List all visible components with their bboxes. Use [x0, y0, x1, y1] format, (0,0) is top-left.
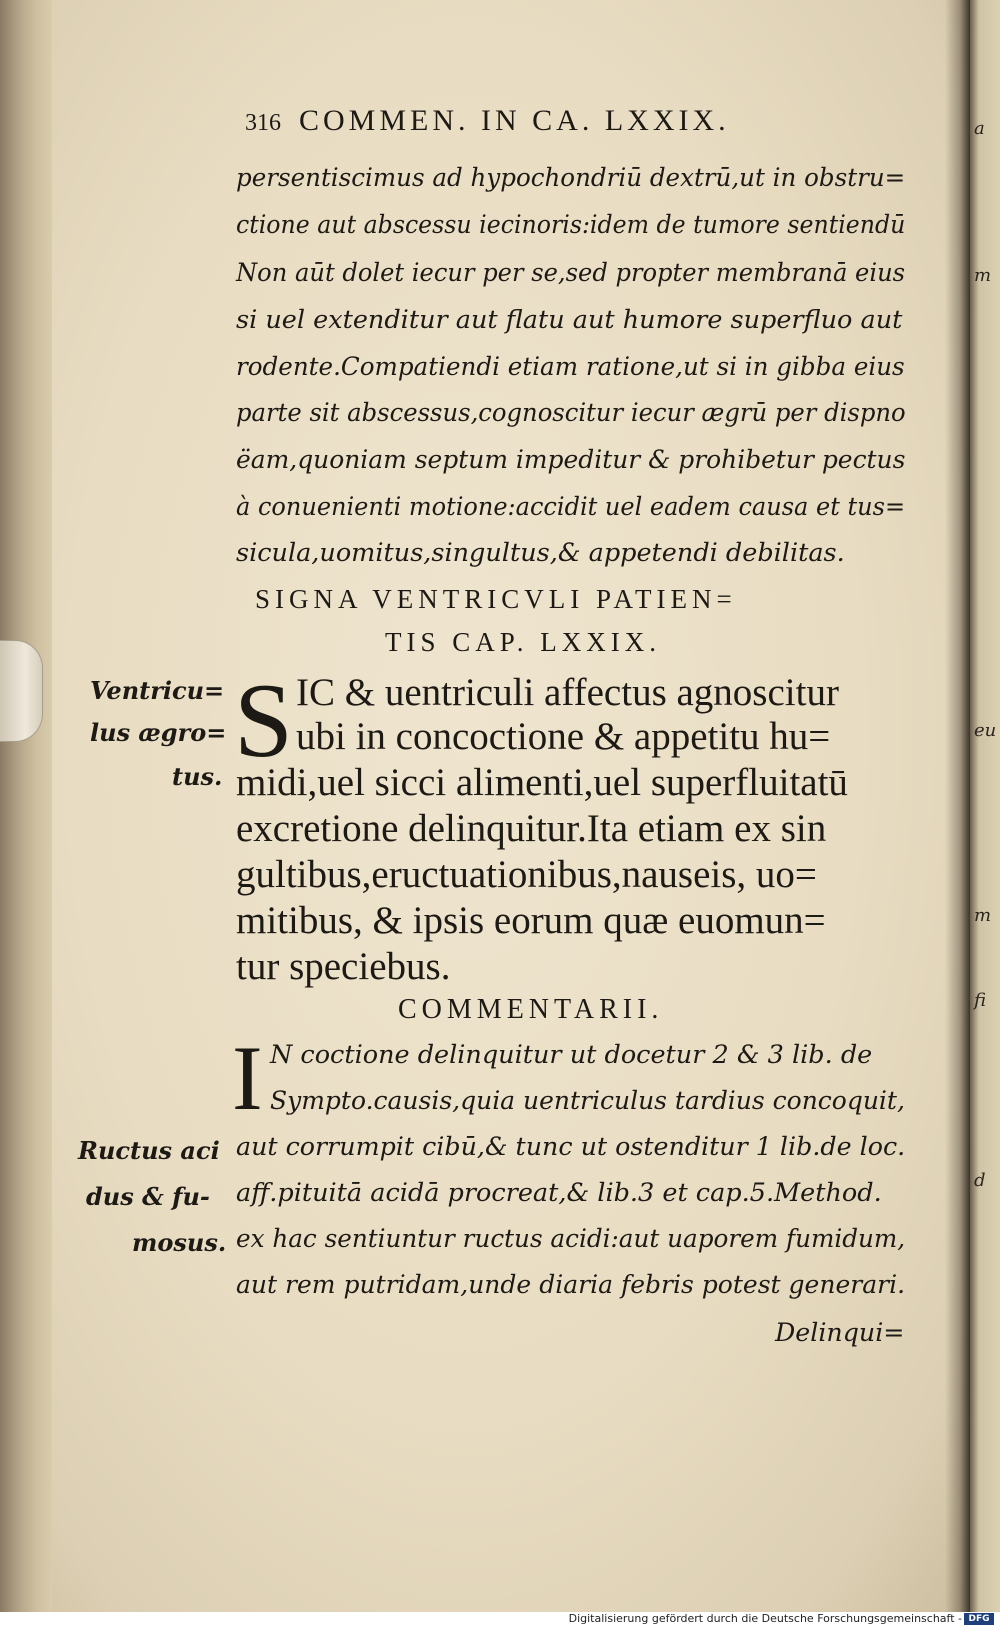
commentary-line: Sympto.causis,quia uentriculus tardius concoquit,	[270, 1086, 905, 1116]
drop-cap-i: I	[232, 1027, 263, 1129]
commentary-line: Non aūt dolet iecur per se,sed propter membranā eius	[236, 258, 906, 288]
chapter-text-line: ubi in concoctione & appetitu hu=	[296, 715, 831, 758]
commentary-line: aut corrumpit cibū,& tunc ut ostenditur 1 lib.de loc.	[236, 1132, 906, 1162]
chapter-text-line: IC & uentriculi affectus agnoscitur	[296, 671, 839, 714]
running-title: COMMEN. IN CA. LXXIX.	[299, 104, 730, 137]
marginal-note-line: dus & fu-	[86, 1182, 210, 1211]
book-gutter	[945, 0, 970, 1612]
commentary-line: à conuenienti motione:accidit uel eadem causa et tus=	[236, 492, 906, 522]
book-page-edges	[0, 0, 52, 1626]
catchword: Delinqui=	[775, 1318, 905, 1348]
facing-page-fragment: d	[974, 1170, 986, 1191]
facing-page-fragment: fi	[974, 990, 987, 1011]
facing-page-fragment: eu	[974, 720, 997, 741]
commentarii-heading: COMMENTARII.	[398, 994, 664, 1025]
commentary-line: ëam,quoniam septum impeditur & prohibetur pectus	[236, 445, 906, 475]
commentary-line: ex hac sentiuntur ructus acidi:aut uaporem fumidum,	[236, 1224, 906, 1254]
marginal-note-line: Ructus aci	[78, 1136, 220, 1165]
facing-page-fragment: m	[974, 265, 992, 286]
page-clip	[0, 640, 43, 742]
facing-page-fragment: m	[974, 905, 992, 926]
marginal-note-line: mosus.	[132, 1228, 227, 1257]
chapter-text-line: excretione delinquitur.Ita etiam ex sin	[236, 807, 827, 850]
chapter-text-line: tur speciebus.	[236, 945, 451, 988]
commentary-line: N coctione delinquitur ut docetur 2 & 3 lib. de	[270, 1040, 873, 1070]
commentary-line: sicula,uomitus,singultus,& appetendi debilitas.	[236, 538, 845, 568]
commentary-line: persentiscimus ad hypochondriū dextrū,ut in obstru=	[236, 163, 906, 193]
commentary-line: si uel extenditur aut flatu aut humore superfluo aut	[236, 305, 903, 335]
digitization-credit: Digitalisierung gefördert durch die Deutsche Forschungsgemeinschaft -	[568, 1612, 962, 1625]
commentary-line: aff.pituitā acidā procreat,& lib.3 et cap.5.Method.	[236, 1178, 882, 1208]
chapter-heading-line-2: TIS CAP. LXXIX.	[385, 627, 662, 657]
commentary-line: ctione aut abscessu iecinoris:idem de tumore sentiendū	[236, 210, 906, 240]
marginal-note-line: lus ægro=	[90, 718, 227, 747]
facing-page-edge	[970, 0, 1000, 1612]
marginal-note-line: Ventricu=	[90, 676, 225, 705]
chapter-text-line: gultibus,eructuationibus,nauseis, uo=	[236, 853, 817, 896]
commentary-line: parte sit abscessus,cognoscitur iecur ægrū per dispno	[236, 398, 906, 428]
chapter-heading-line-1: SIGNA VENTRICVLI PATIEN=	[255, 584, 737, 614]
drop-cap-s: S	[234, 662, 293, 779]
facing-page-fragment: a	[974, 118, 985, 139]
chapter-text-line: midi,uel sicci alimenti,uel superfluitatū	[236, 761, 848, 804]
commentary-line: aut rem putridam,unde diaria febris potest generari.	[236, 1270, 906, 1300]
running-header	[245, 104, 730, 138]
commentary-line: rodente.Compatiendi etiam ratione,ut si in gibba eius	[236, 352, 905, 382]
dfg-logo: DFG	[964, 1613, 994, 1625]
page-number: 316	[245, 110, 281, 136]
marginal-note-line: tus.	[172, 762, 223, 791]
chapter-text-line: mitibus, & ipsis eorum quæ euomun=	[236, 899, 826, 942]
